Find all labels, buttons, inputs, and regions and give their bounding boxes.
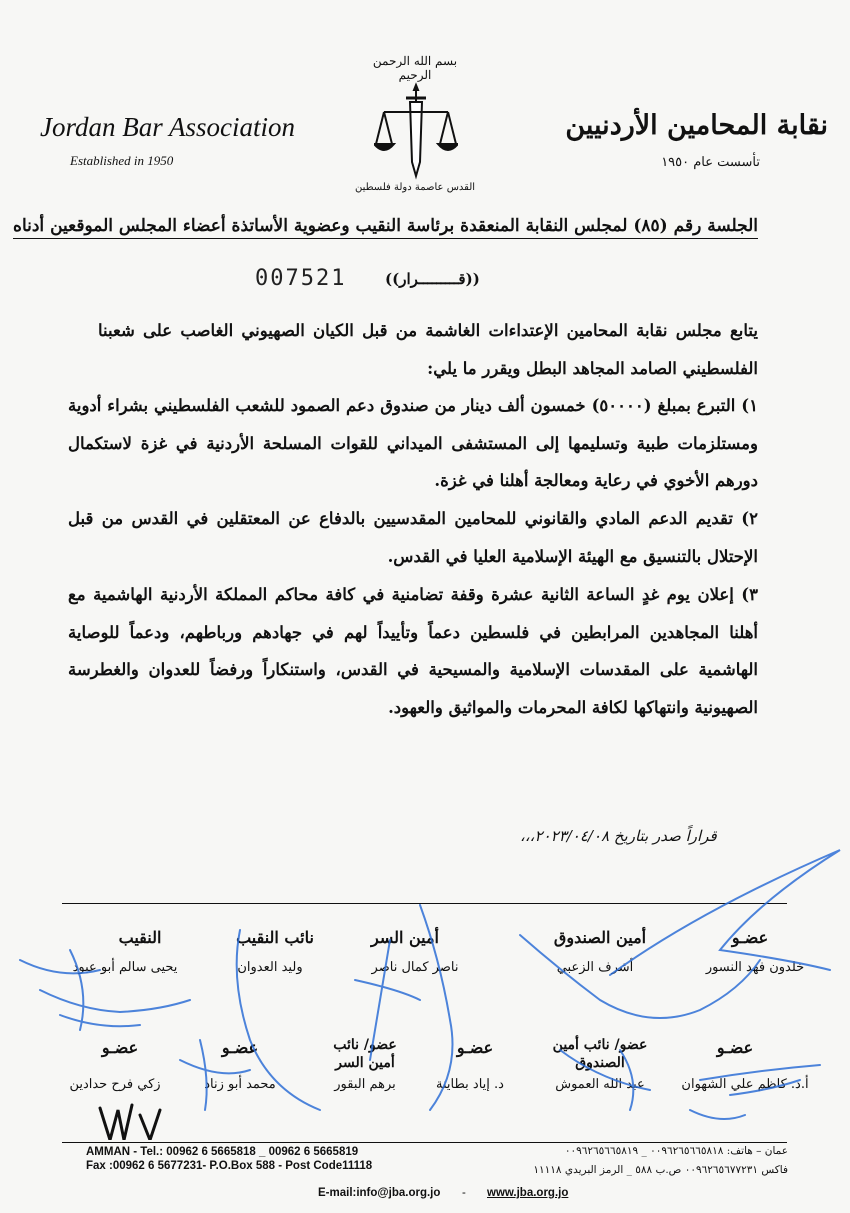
- signatory-10-name: محمد أبو زناد: [204, 1077, 276, 1092]
- issue-date-line: قراراً صدر بتاريخ ٢٠٢٣/٠٤/٠٨،،،: [520, 827, 717, 845]
- signatory-7-name: عبد الله العموش: [555, 1077, 645, 1092]
- footer-email[interactable]: E-mail:info@jba.org.jo: [318, 1187, 441, 1199]
- signatory-10-title: عضـو: [221, 1038, 259, 1057]
- signatory-8-name: د. إياد بطاينة: [436, 1077, 504, 1092]
- signatory-3-name: ناصر كمال ناصر: [371, 960, 459, 975]
- signatory-2-name: أشرف الزعبي: [556, 960, 634, 975]
- intro-paragraph: يتابع مجلس نقابة المحامين الإعتداءات الغاشمة من قبل الكيان الصهيوني الغاصب على شعبنا الفلسطيني الصامد المجاهد البطل ويقرر ما يلي:: [98, 321, 758, 378]
- established-arabic: تأسست عام ١٩٥٠: [661, 155, 760, 170]
- decision-number: 007521: [255, 266, 347, 291]
- scales-sword-emblem-icon: [374, 82, 458, 182]
- resolution-item-2: ٢) تقديم الدعم المادي والقانوني للمحامين المقدسيين بالدفاع عن المعتقلين في القدس من قبل الإحتلال بالتنسيق مع الهيئة الإسلامية العليا في القدس.: [68, 509, 758, 566]
- signatory-7-title: عضو/ نائب أمين الصندوق: [552, 1037, 648, 1071]
- footer-arabic-tel: عمان – هاتف: ٠٠٩٦٢٦٥٦٦٥٨١٨ _ ٠٠٩٦٢٦٥٦٦٥٨١٩: [564, 1145, 788, 1157]
- signatory-11-name: زكي فرح حدادين: [69, 1077, 161, 1092]
- signatory-11-title: عضـو: [101, 1038, 139, 1057]
- signatory-2-title: أمين الصندوق: [553, 928, 647, 947]
- brand-name-arabic: نقابة المحامين الأردنيين: [565, 110, 828, 141]
- resolution-item-3: ٣) إعلان يوم غدٍ الساعة الثانية عشرة وقفة تضامنية في كافة محاكم المملكة الأردنية الهاشمية مع أهلنا المجاهدين المرابطين في فلسطين دعماً وتأييداً لهم في جهادهم ورباطهم، ودعماً للوصاية الهاشمية على المقدسات الإسلامية والمسيحية في القدس، واستنكاراً ورفضاً للعدوان والغطرسة الصهيونية وانتهاكها لكافة المحرمات والمواثيق والعهود.: [68, 585, 758, 717]
- signatory-6-title: عضـو: [716, 1038, 754, 1057]
- handwritten-signatures: [0, 840, 850, 1140]
- signatory-6-name: أ.د. كاظم علي الشهوان: [681, 1077, 809, 1092]
- emblem-motto: القدس عاصمة دولة فلسطين: [354, 182, 476, 193]
- footer-website-link[interactable]: www.jba.org.jo: [487, 1187, 569, 1199]
- footer-divider: [62, 1142, 787, 1143]
- decision-title: ((قـــــــــرار)): [385, 270, 480, 288]
- signatory-5-name: يحيى سالم أبو عبود: [72, 960, 178, 975]
- footer-arabic-fax: فاكس ٠٠٩٦٢٦٥٦٧٧٢٣١ ص.ب ٥٨٨ _ الرمز البريدي ١١١١٨: [533, 1164, 788, 1176]
- basmala: بسم الله الرحمن الرحيم: [372, 54, 458, 82]
- signatory-1-title: عضـو: [731, 928, 769, 947]
- brand-name-english: Jordan Bar Association: [40, 112, 295, 142]
- session-heading: الجلسة رقم (٨٥) لمجلس النقابة المنعقدة برئاسة النقيب وعضوية الأساتذة أعضاء المجلس الموقعين أدناه: [13, 216, 758, 239]
- signatory-9-title: عضو/ نائب أمين السر: [333, 1037, 397, 1071]
- footer-english-fax: Fax :00962 6 5677231- P.O.Box 588 - Post Code11118: [86, 1160, 373, 1172]
- established-english: Established in 1950: [70, 153, 174, 168]
- signatory-4-name: وليد العدوان: [237, 960, 303, 975]
- footer-separator: -: [462, 1187, 466, 1199]
- footer-english-tel: AMMAN - Tel.: 00962 6 5665818 _ 00962 6 5665819: [86, 1146, 359, 1158]
- signatory-8-title: عضـو: [456, 1038, 494, 1057]
- signatory-9-name: برهم البقور: [334, 1077, 396, 1092]
- signatory-3-title: أمين السر: [370, 928, 439, 947]
- signatory-5-title: النقيب: [118, 928, 162, 947]
- signatory-1-name: خلدون فهد النسور: [705, 960, 805, 975]
- resolution-item-1: ١) التبرع بمبلغ (٥٠٠٠٠) خمسون ألف دينار من صندوق دعم الصمود للشعب الفلسطيني بشراء أدوية ومستلزمات طبية وتسليمها إلى المستشفى الميداني للقوات المسلحة الأردنية في غزة لاستكمال دورهم الأخوي في رعاية ومعالجة أهلنا في غزة.: [68, 396, 758, 490]
- signatory-4-title: نائب النقيب: [236, 928, 314, 947]
